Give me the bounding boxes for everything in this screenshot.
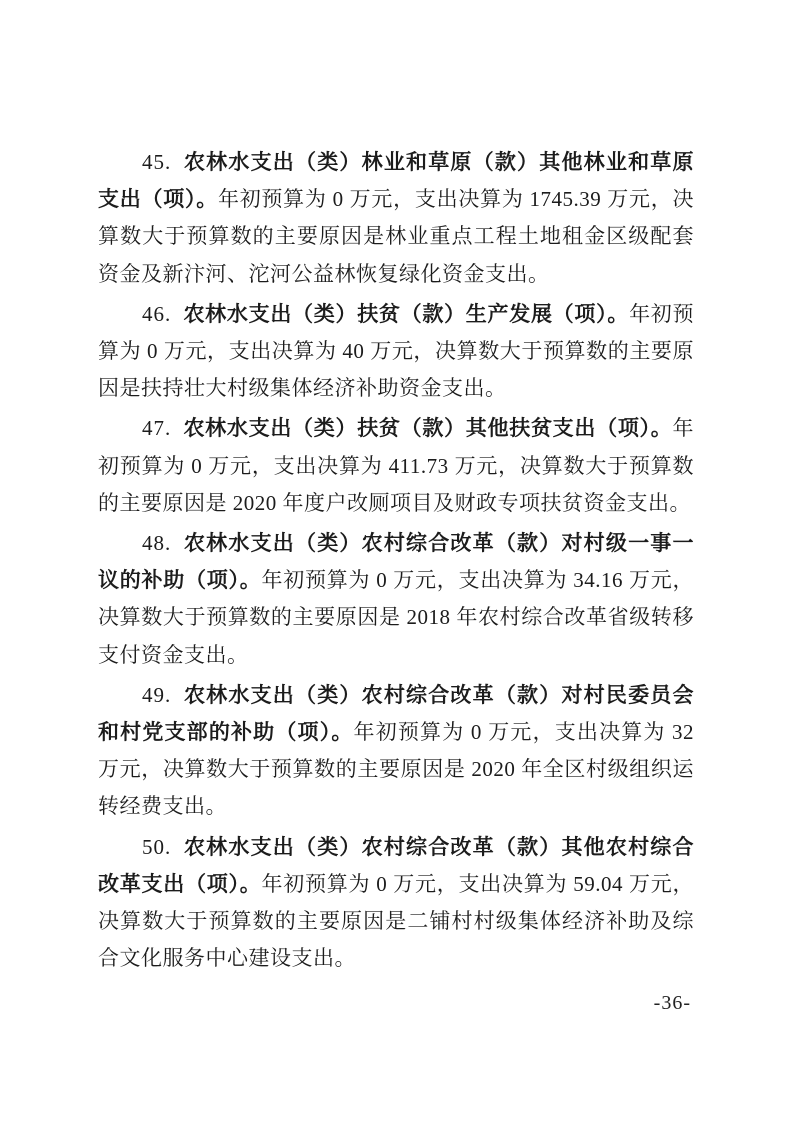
paragraph-body: 年初预算为 0 万元，支出决算为 59.04 万元，决算数大于预算数的主要原因是二铺村村级集体经济补助及综合文化服务中心建设支出。 bbox=[98, 871, 694, 971]
paragraph-number: 50. bbox=[142, 834, 172, 859]
paragraph-number: 45. bbox=[142, 150, 172, 174]
paragraph-heading: 农林水支出（类）林业和草原（款）其他林业和草原支出（项）。 bbox=[98, 150, 694, 212]
paragraph-number: 46. bbox=[142, 301, 172, 326]
document-body bbox=[98, 144, 694, 980]
paragraph-number: 49. bbox=[142, 682, 172, 707]
paragraph-heading: 农林水支出（类）农村综合改革（款）对村级一事一议的补助（项）。 bbox=[98, 531, 694, 593]
budget-paragraph-45 bbox=[98, 144, 694, 293]
paragraph-heading: 农林水支出（类）扶贫（款）其他扶贫支出（项）。 bbox=[183, 416, 673, 441]
paragraph-body: 年初预算为 0 万元，支出决算为 1745.39 万元，决算数大于预算数的主要原因是林业重点工程土地租金区级配套资金及新汴河、沱河公益林恢复绿化资金支出。 bbox=[98, 187, 695, 286]
paragraph-body: 年初预算为 0 万元，支出决算为 411.73 万元，决算数大于预算数的主要原因是 2020 年度户改厕项目及财政专项扶贫资金支出。 bbox=[98, 416, 694, 515]
paragraph-heading: 农林水支出（类）农村综合改革（款）其他农村综合改革支出（项）。 bbox=[98, 834, 694, 896]
page-number: -36- bbox=[653, 992, 691, 1014]
paragraph-body: 年初预算为 0 万元，支出决算为 34.16 万元，决算数大于预算数的主要原因是 2018 年农村综合改革省级转移支付资金支出。 bbox=[98, 568, 694, 667]
budget-paragraph-47 bbox=[98, 410, 694, 522]
paragraph-body: 年初预算为 0 万元，支出决算为 40 万元，决算数大于预算数的主要原因是扶持壮大村级集体经济补助资金支出。 bbox=[98, 301, 694, 401]
budget-paragraph-48 bbox=[98, 525, 694, 674]
paragraph-body: 年初预算为 0 万元，支出决算为 32 万元，决算数大于预算数的主要原因是 2020 年全区村级组织运转经费支出。 bbox=[98, 720, 695, 819]
budget-paragraph-46 bbox=[98, 296, 694, 408]
budget-paragraph-49 bbox=[98, 677, 694, 826]
paragraph-heading: 农林水支出（类）扶贫（款）生产发展（项）。 bbox=[183, 301, 630, 326]
paragraph-number: 47. bbox=[142, 416, 172, 441]
budget-paragraph-50 bbox=[98, 829, 694, 978]
paragraph-heading: 农林水支出（类）农村综合改革（款）对村民委员会和村党支部的补助（项）。 bbox=[98, 682, 694, 745]
paragraph-number: 48. bbox=[142, 531, 172, 556]
